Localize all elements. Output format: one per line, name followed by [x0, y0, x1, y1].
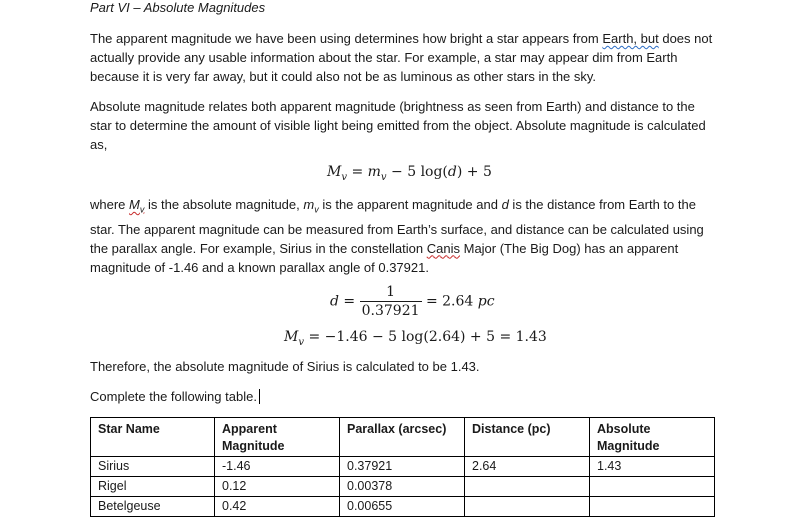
- star-table: [90, 417, 715, 517]
- fraction-numerator: 1: [360, 283, 422, 302]
- table-cell[interactable]: Sirius: [91, 457, 215, 477]
- table-cell[interactable]: 2.64: [465, 457, 590, 477]
- table-cell[interactable]: Betelgeuse: [91, 497, 215, 517]
- table-cell[interactable]: -1.46: [215, 457, 340, 477]
- table-header-row: [91, 418, 715, 457]
- section-heading: Part VI – Absolute Magnitudes: [90, 0, 266, 15]
- grammar-flag[interactable]: Earth, but: [602, 31, 659, 46]
- header-distance: Distance (pc): [465, 418, 590, 457]
- paragraph-result: Therefore, the absolute magnitude of Sirius is calculated to be 1.43.: [90, 359, 480, 374]
- formula-distance: d = $\frac{1}{0.37921}$ = 2.64 pc: [330, 284, 495, 319]
- paragraph-definition: Absolute magnitude relates both apparent magnitude (brightness as seen from Earth) and distance to the star to determine the amount of visible light being emitted from the object. Absolute magnitude is calculated as,: [90, 99, 706, 152]
- formula-absolute-magnitude: $M_v = m_v - 5$ log(d) + 5: [327, 164, 492, 183]
- paragraph-variables: where $M_v$ is the absolute magnitude, $m_v$ is the apparent magnitude and d is the distance from Earth to the star. The apparent magnitude can be measured from Earth’s surface, and distance can be calculated using the parallax angle. For example, Sirius in the constellation Canis Major (The Big Dog) has an apparent magnitude of -1.46 and a known parallax angle of 0.37921.: [90, 197, 704, 275]
- table-cell[interactable]: 0.37921: [340, 457, 465, 477]
- header-apparent-magnitude: Apparent Magnitude: [215, 418, 340, 457]
- spell-flag-mv[interactable]: $M_v$: [129, 197, 145, 215]
- table-row: [91, 477, 715, 497]
- paragraph-intro: The apparent magnitude we have been using determines how bright a star appears from Earth, but does not actually provide any usable information about the star. For example, a star may appear dim from Earth because it is very far away, but it could also not be as luminous as other stars in the sky.: [90, 31, 713, 84]
- header-absolute-magnitude: Absolute Magnitude: [590, 418, 715, 457]
- paragraph-instruction: Complete the following table.: [90, 387, 720, 406]
- table-cell[interactable]: 0.12: [215, 477, 340, 497]
- table-cell[interactable]: 0.00378: [340, 477, 465, 497]
- table-cell[interactable]: 0.00655: [340, 497, 465, 517]
- table-cell[interactable]: 0.42: [215, 497, 340, 517]
- fraction-denominator: 0.37921: [361, 303, 420, 319]
- table-row: [91, 457, 715, 477]
- table-cell[interactable]: Rigel: [91, 477, 215, 497]
- text-cursor: [259, 389, 260, 404]
- spell-flag-canis[interactable]: Canis: [426, 240, 460, 256]
- header-star-name: Star Name: [91, 418, 215, 457]
- header-parallax: Parallax (arcsec): [340, 418, 465, 457]
- formula-sirius: $M_v = -1.46 - 5$ log(2.64) + 5 = 1.43: [284, 329, 547, 348]
- table-cell[interactable]: [590, 477, 715, 497]
- table-cell[interactable]: 1.43: [590, 457, 715, 477]
- table-cell[interactable]: [465, 477, 590, 497]
